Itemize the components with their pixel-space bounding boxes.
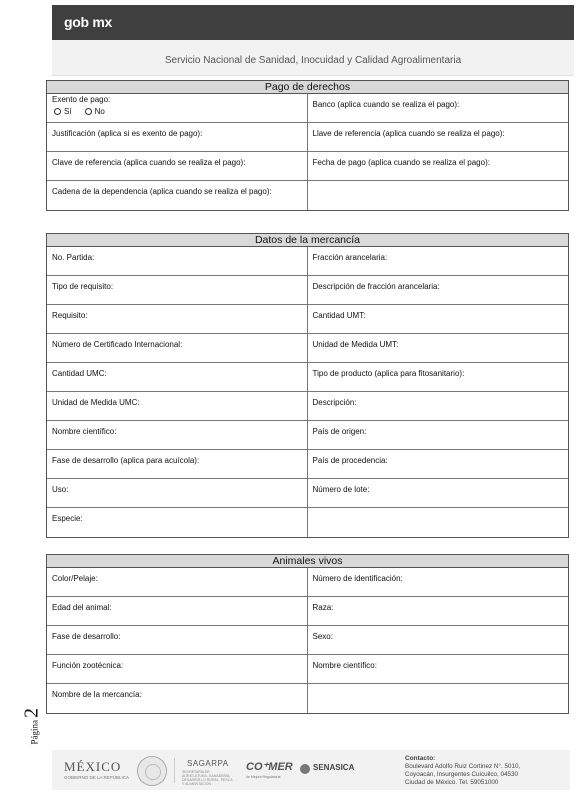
- section-title: Pago de derechos: [47, 81, 568, 94]
- form-row: [47, 305, 568, 334]
- field-justificacion[interactable]: [47, 123, 308, 152]
- field-unidad-de-medida-umt[interactable]: [308, 334, 569, 363]
- field-raza[interactable]: [308, 597, 569, 626]
- field-descripcion[interactable]: [308, 392, 569, 421]
- page-number-value: 2: [20, 708, 43, 718]
- form-row: [47, 597, 568, 626]
- field-label: Cadena de la dependencia (aplica cuando se realiza el pago):: [52, 187, 272, 196]
- contact-line: Coyoacán, Insurgentes Cuicuilco, 04530: [405, 771, 519, 778]
- header-subtitle-bar: [52, 40, 574, 76]
- form-row: [47, 684, 568, 713]
- field-label: Raza:: [312, 603, 334, 612]
- contact-line: Ciudad de México. Tel. 59051000: [405, 779, 499, 786]
- animales-rows: [47, 568, 568, 713]
- field-label: Sexo:: [312, 632, 333, 641]
- contact-line: Boulevard Adolfo Ruiz Cortinez N°. 5010,: [405, 763, 521, 770]
- field-label: Nombre de la mercancía:: [52, 690, 142, 699]
- mexico-logo: MÉXICO: [64, 759, 122, 774]
- sagarpa-logo: SAGARPA: [187, 759, 229, 768]
- section-title: Datos de la mercancía: [47, 234, 568, 247]
- gob-mx-logo: gob mx: [64, 14, 112, 30]
- field-label: País de procedencia:: [312, 456, 388, 465]
- field-label: Cantidad UMT:: [312, 311, 366, 320]
- field-label: Función zootécnica:: [52, 661, 124, 670]
- form-row: [47, 392, 568, 421]
- field-fase-de-desarrollo[interactable]: [47, 450, 308, 479]
- field-numero-de-certificado-internacional[interactable]: [47, 334, 308, 363]
- field-label: Tipo de requisito:: [52, 282, 114, 291]
- footer-divider: [174, 758, 175, 783]
- field-label: Llave de referencia (aplica cuando se realiza el pago):: [312, 129, 505, 138]
- field-fecha-de-pago[interactable]: [308, 152, 569, 181]
- field-label: Especie:: [52, 514, 83, 523]
- field-label: Requisito:: [52, 311, 88, 320]
- field-color-pelaje[interactable]: [47, 568, 308, 597]
- field-label: Nombre científico:: [312, 661, 377, 670]
- form-row: [47, 508, 568, 537]
- field-cantidad-umt[interactable]: [308, 305, 569, 334]
- field-label: Cantidad UMC:: [52, 369, 107, 378]
- form-row: [47, 276, 568, 305]
- radio-si[interactable]: [54, 108, 61, 115]
- field-llave-de-referencia[interactable]: [308, 123, 569, 152]
- page-number: [20, 690, 43, 745]
- field-label: Justificación (aplica si es exento de pago):: [52, 129, 203, 138]
- field-requisito[interactable]: [47, 305, 308, 334]
- form-row: [47, 247, 568, 276]
- senasica-logo: SENASICA: [313, 763, 355, 772]
- form-row: [47, 655, 568, 684]
- field-label: Número de Certificado Internacional:: [52, 340, 183, 349]
- field-label: Uso:: [52, 485, 69, 494]
- agency-name: Servicio Nacional de Sanidad, Inocuidad y Calidad Agroalimentaria: [164, 55, 462, 66]
- field-label: Unidad de Medida UMT:: [312, 340, 399, 349]
- empty-cell: [308, 508, 569, 537]
- field-label: Número de identificación:: [312, 574, 403, 583]
- field-descripcion-de-fraccion-arancelaria[interactable]: [308, 276, 569, 305]
- page-label: Página: [29, 720, 40, 745]
- section-pago-de-derechos: [46, 80, 569, 211]
- field-label: Fracción arancelaria:: [312, 253, 388, 262]
- field-sexo[interactable]: [308, 626, 569, 655]
- field-uso[interactable]: [47, 479, 308, 508]
- radio-si-label: Sí: [64, 107, 72, 116]
- field-numero-de-identificacion[interactable]: [308, 568, 569, 597]
- field-label: Nombre científico:: [52, 427, 117, 436]
- field-banco[interactable]: [308, 94, 569, 123]
- sagarpa-subtitle: SECRETARÍA DE AGRICULTURA, GANADERÍA, DESARROLLO RURAL, PESCA Y ALIMENTACIÓN: [182, 770, 233, 786]
- field-cadena-de-la-dependencia[interactable]: [47, 181, 308, 210]
- senasica-icon: [300, 764, 310, 774]
- form-row: [47, 450, 568, 479]
- section-animales-vivos: [46, 554, 569, 714]
- field-label: Exento de pago:: [52, 95, 111, 104]
- field-label: País de origen:: [312, 427, 367, 436]
- field-nombre-cientifico[interactable]: [47, 421, 308, 450]
- field-numero-de-lote[interactable]: [308, 479, 569, 508]
- field-nombre-cientifico[interactable]: [308, 655, 569, 684]
- field-exento-de-pago: [47, 94, 308, 123]
- field-clave-de-referencia[interactable]: [47, 152, 308, 181]
- field-label: Fecha de pago (aplica cuando se realiza el pago):: [312, 158, 490, 167]
- radio-no[interactable]: [85, 108, 92, 115]
- mercancia-rows: [47, 247, 568, 537]
- footer: [52, 750, 570, 790]
- form-row: [47, 363, 568, 392]
- field-especie[interactable]: [47, 508, 308, 537]
- field-label: No. Partida:: [52, 253, 95, 262]
- empty-cell: [308, 181, 569, 210]
- section-datos-de-la-mercancia: [46, 233, 569, 538]
- field-nombre-de-la-mercancia[interactable]: [47, 684, 308, 713]
- field-label: Color/Pelaje:: [52, 574, 98, 583]
- field-label: Clave de referencia (aplica cuando se realiza el pago):: [52, 158, 246, 167]
- cofemer-logo: CO⁺MER: [246, 761, 293, 773]
- field-tipo-de-requisito[interactable]: [47, 276, 308, 305]
- radio-no-label: No: [94, 107, 105, 116]
- field-tipo-de-producto[interactable]: [308, 363, 569, 392]
- field-pais-de-procedencia[interactable]: [308, 450, 569, 479]
- cofemer-subtitle: de Mejora Regulatoria: [246, 775, 281, 779]
- field-label: Descripción de fracción arancelaria:: [312, 282, 440, 291]
- field-label: Descripción:: [312, 398, 357, 407]
- field-label: Tipo de producto (aplica para fitosanitario):: [312, 369, 465, 378]
- field-label: Número de lote:: [312, 485, 370, 494]
- field-no-partida[interactable]: [47, 247, 308, 276]
- field-label: Fase de desarrollo:: [52, 632, 121, 641]
- contact-title: Contacto:: [405, 755, 436, 762]
- empty-cell: [308, 684, 569, 713]
- header-bar: [52, 5, 574, 40]
- contact-info: [405, 755, 520, 787]
- field-funcion-zootecnica[interactable]: [47, 655, 308, 684]
- field-pais-de-origen[interactable]: [308, 421, 569, 450]
- form-row: [47, 334, 568, 363]
- form-row: [47, 626, 568, 655]
- form-row: [47, 421, 568, 450]
- mexico-logo-subtitle: GOBIERNO DE LA REPÚBLICA: [64, 775, 130, 780]
- field-fase-de-desarrollo[interactable]: [47, 626, 308, 655]
- field-cantidad-umc[interactable]: [47, 363, 308, 392]
- field-label: Edad del animal:: [52, 603, 112, 612]
- field-label: Unidad de Medida UMC:: [52, 398, 140, 407]
- field-label: Banco (aplica cuando se realiza el pago):: [312, 100, 460, 109]
- field-edad-del-animal[interactable]: [47, 597, 308, 626]
- section-title: Animales vivos: [47, 555, 568, 568]
- national-seal-icon: [137, 756, 167, 786]
- form-row: [47, 568, 568, 597]
- field-fraccion-arancelaria[interactable]: [308, 247, 569, 276]
- field-label: Fase de desarrollo (aplica para acuícola):: [52, 456, 200, 465]
- field-unidad-de-medida-umc[interactable]: [47, 392, 308, 421]
- form-row: [47, 479, 568, 508]
